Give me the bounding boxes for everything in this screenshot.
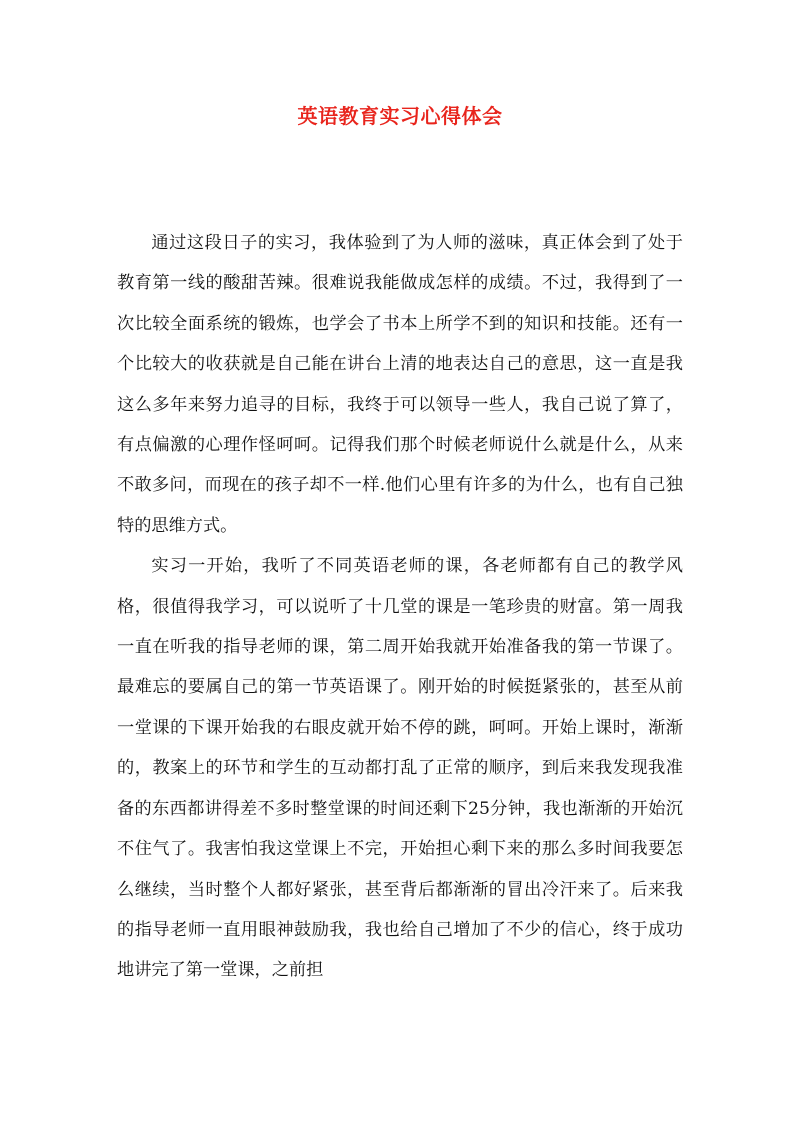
paragraph-2: 实习一开始，我听了不同英语老师的课，各老师都有自己的教学风格，很值得我学习，可以说听了十几堂的课是一笔珍贵的财富。第一周我一直在听我的指导老师的课，第二周开始我就开始准备我的第一节课了。最难忘的要属自己的第一节英语课了。刚开始的时候挺紧张的，甚至从前一堂课的下课开始我的右眼皮就开始不停的跳，呵呵。开始上课时，渐渐的，教案上的环节和学生的互动都打乱了正常的顺序，到后来我发现我准备的东西都讲得差不多时整堂课的时间还剩下25分钟，我也渐渐的开始沉不住气了。我害怕我这堂课上不完，开始担心剩下来的那么多时间我要怎么继续，当时整个人都好紧张，甚至背后都渐渐的冒出冷汗来了。后来我的指导老师一直用眼神鼓励我，我也给自己增加了不少的信心，终于成功地讲完了第一堂课，之前担 — [117, 556, 683, 981]
document-body — [117, 223, 683, 991]
paragraph-1: 通过这段日子的实习，我体验到了为人师的滋味，真正体会到了处于教育第一线的酸甜苦辣。很难说我能做成怎样的成绩。不过，我得到了一次比较全面系统的锻炼，也学会了书本上所学不到的知识和技能。还有一个比较大的收获就是自己能在讲台上清的地表达自己的意思，这一直是我这么多年来努力追寻的目标，我终于可以领导一些人，我自己说了算了，有点偏激的心理作怪呵呵。记得我们那个时候老师说什么就是什么，从来不敢多问，而现在的孩子却不一样.他们心里有许多的为什么，也有自己独特的思维方式。 — [117, 233, 683, 536]
document-title: 英语教育实习心得体会 — [297, 104, 503, 128]
